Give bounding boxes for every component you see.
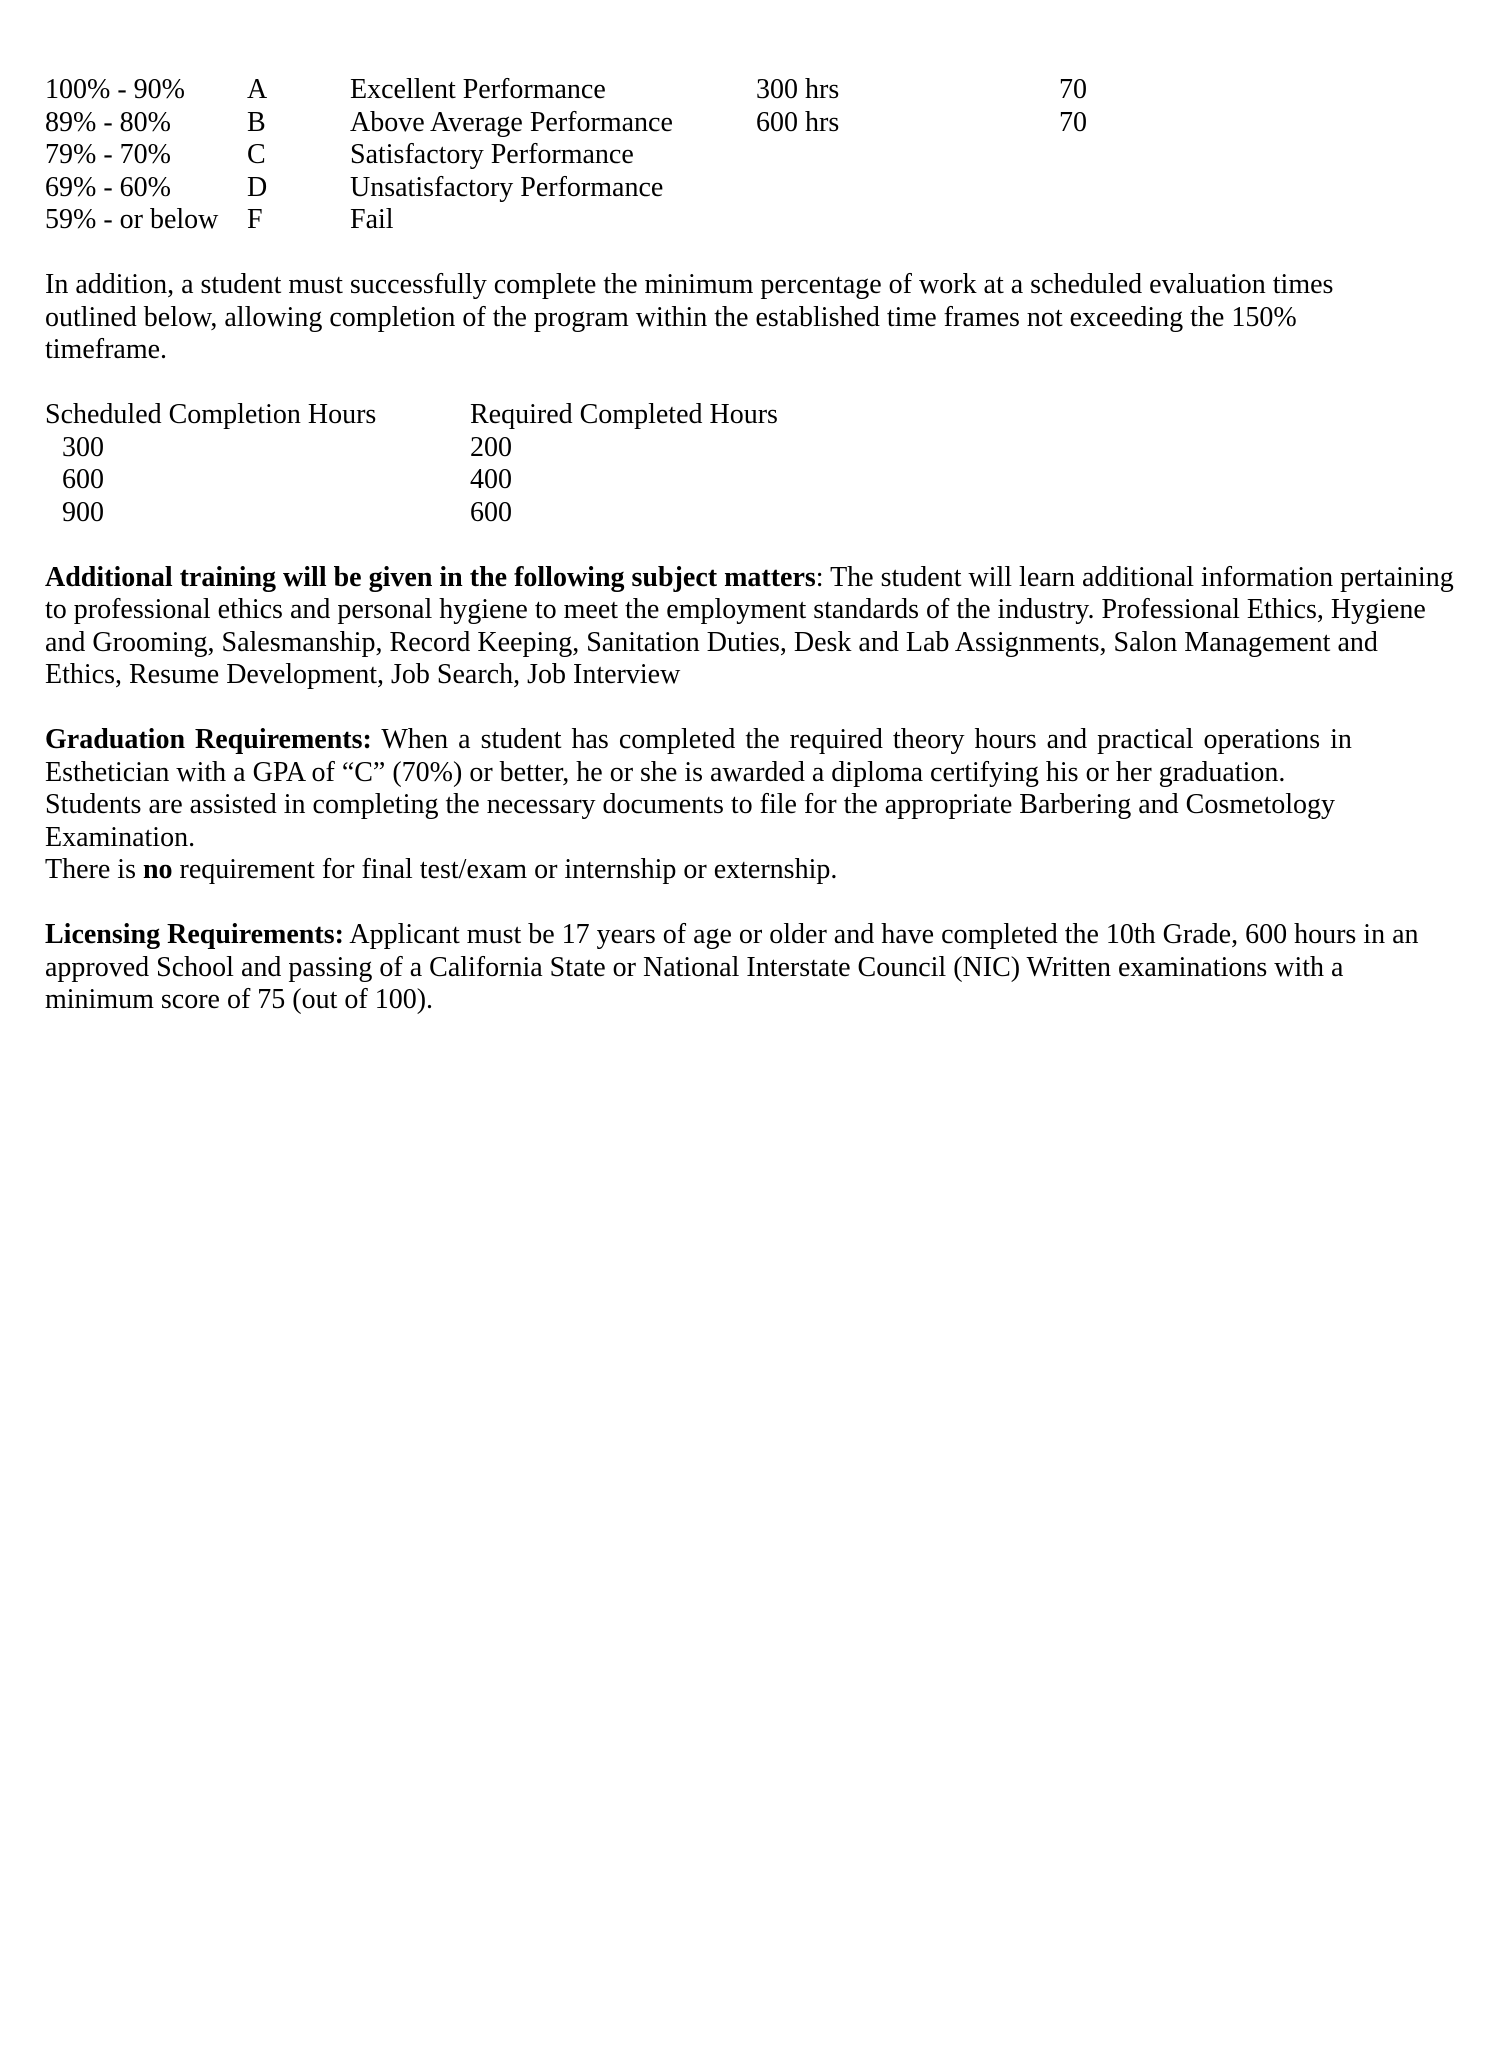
completion-intro-line: outlined below, allowing completion of the program within the established time frames not exceeding the 150% — [45, 301, 1297, 333]
grade-score: 70 — [1059, 106, 1087, 138]
graduation-requirements-paragraph — [45, 724, 1470, 887]
grade-range: 100% - 90% — [45, 74, 185, 105]
required-hours-value: 400 — [470, 464, 512, 495]
licensing-requirements-paragraph — [45, 919, 1470, 1017]
grade-score — [1059, 204, 1179, 237]
document-page — [45, 74, 1470, 1017]
table-row — [45, 204, 1179, 237]
scheduled-hours-header: Scheduled Completion Hours — [45, 399, 377, 430]
grade-score — [1059, 139, 1179, 172]
grade-description: Fail — [350, 204, 394, 235]
additional-training-line: Ethics, Resume Development, Job Search, Job Interview — [45, 659, 681, 690]
table-row — [45, 74, 1179, 107]
graduation-no-exam-line — [45, 854, 1470, 887]
table-header-row — [45, 399, 870, 432]
licensing-line: minimum score of 75 (out of 100). — [45, 984, 434, 1015]
graduation-heading: Graduation Requirements: — [45, 724, 372, 755]
completion-hours-table — [45, 399, 870, 529]
scheduled-hours-value: 300 — [62, 431, 104, 463]
grade-letter: C — [247, 139, 266, 170]
grade-description: Above Average Performance — [350, 106, 673, 138]
graduation-first-line — [45, 724, 1470, 757]
additional-training-text: The student will learn additional information pertaining — [823, 561, 1454, 593]
grade-range: 89% - 80% — [45, 106, 171, 138]
grade-description: Satisfactory Performance — [350, 139, 634, 170]
graduation-no-exam-bold: no — [142, 854, 173, 885]
scheduled-hours-value: 600 — [62, 464, 104, 495]
grade-letter: B — [247, 106, 266, 138]
grade-range: 69% - 60% — [45, 171, 171, 203]
table-row — [45, 432, 870, 465]
graduation-line: Examination. — [45, 821, 196, 853]
graduation-no-exam-pre: There is — [45, 854, 143, 885]
grade-letter: D — [247, 171, 268, 203]
grade-range: 59% - or below — [45, 204, 219, 235]
grade-letter: F — [247, 204, 263, 235]
additional-training-heading: Additional training will be given in the following subject matters — [45, 561, 816, 593]
scheduled-hours-value: 900 — [62, 496, 104, 528]
grade-hours — [756, 172, 1059, 205]
grade-hours: 600 hrs — [756, 106, 840, 138]
table-row — [45, 139, 1179, 172]
completion-intro-paragraph — [45, 269, 1470, 367]
grade-description: Unsatisfactory Performance — [350, 171, 664, 203]
grade-range: 79% - 70% — [45, 139, 171, 170]
table-row — [45, 172, 1179, 205]
graduation-line: Students are assisted in completing the necessary documents to file for the appropriate Barbering and Cosmetology — [45, 789, 1335, 820]
grade-hours — [756, 139, 1059, 172]
completion-intro-line: timeframe. — [45, 334, 168, 365]
grade-hours — [756, 204, 1059, 237]
required-hours-value: 200 — [470, 431, 512, 463]
grade-score: 70 — [1059, 74, 1087, 105]
additional-training-first-line — [45, 562, 1470, 595]
licensing-first-line — [45, 919, 1470, 952]
graduation-text: When a student has completed the required theory hours and practical operations in — [371, 724, 1352, 755]
additional-training-line: and Grooming, Salesmanship, Record Keeping, Sanitation Duties, Desk and Lab Assignments, Salon Management and — [45, 626, 1378, 658]
table-row — [45, 107, 1179, 140]
graduation-no-exam-post: requirement for final test/exam or internship or externship. — [172, 854, 838, 885]
heading-colon: : — [815, 561, 824, 593]
table-row — [45, 464, 870, 497]
required-hours-value: 600 — [470, 496, 512, 528]
additional-training-paragraph — [45, 562, 1470, 692]
required-hours-header: Required Completed Hours — [470, 399, 778, 430]
grading-scale-table — [45, 74, 1179, 237]
grade-letter: A — [247, 74, 268, 105]
licensing-heading: Licensing Requirements: — [45, 919, 344, 950]
additional-training-line: to professional ethics and personal hygiene to meet the employment standards of the industry. Professional Ethics, Hygiene — [45, 594, 1426, 625]
completion-intro-line: In addition, a student must successfully complete the minimum percentage of work at a scheduled evaluation times — [45, 269, 1334, 300]
licensing-text: Applicant must be 17 years of age or older and have completed the 10th Grade, 600 hours in an — [343, 919, 1419, 950]
licensing-line: approved School and passing of a California State or National Interstate Council (NIC) Written examinations with a — [45, 951, 1344, 983]
table-row — [45, 497, 870, 530]
grade-description: Excellent Performance — [350, 74, 606, 105]
grade-hours: 300 hrs — [756, 74, 840, 105]
graduation-line: Esthetician with a GPA of “C” (70%) or better, he or she is awarded a diploma certifying his or her graduation. — [45, 756, 1286, 788]
grade-score — [1059, 172, 1179, 205]
